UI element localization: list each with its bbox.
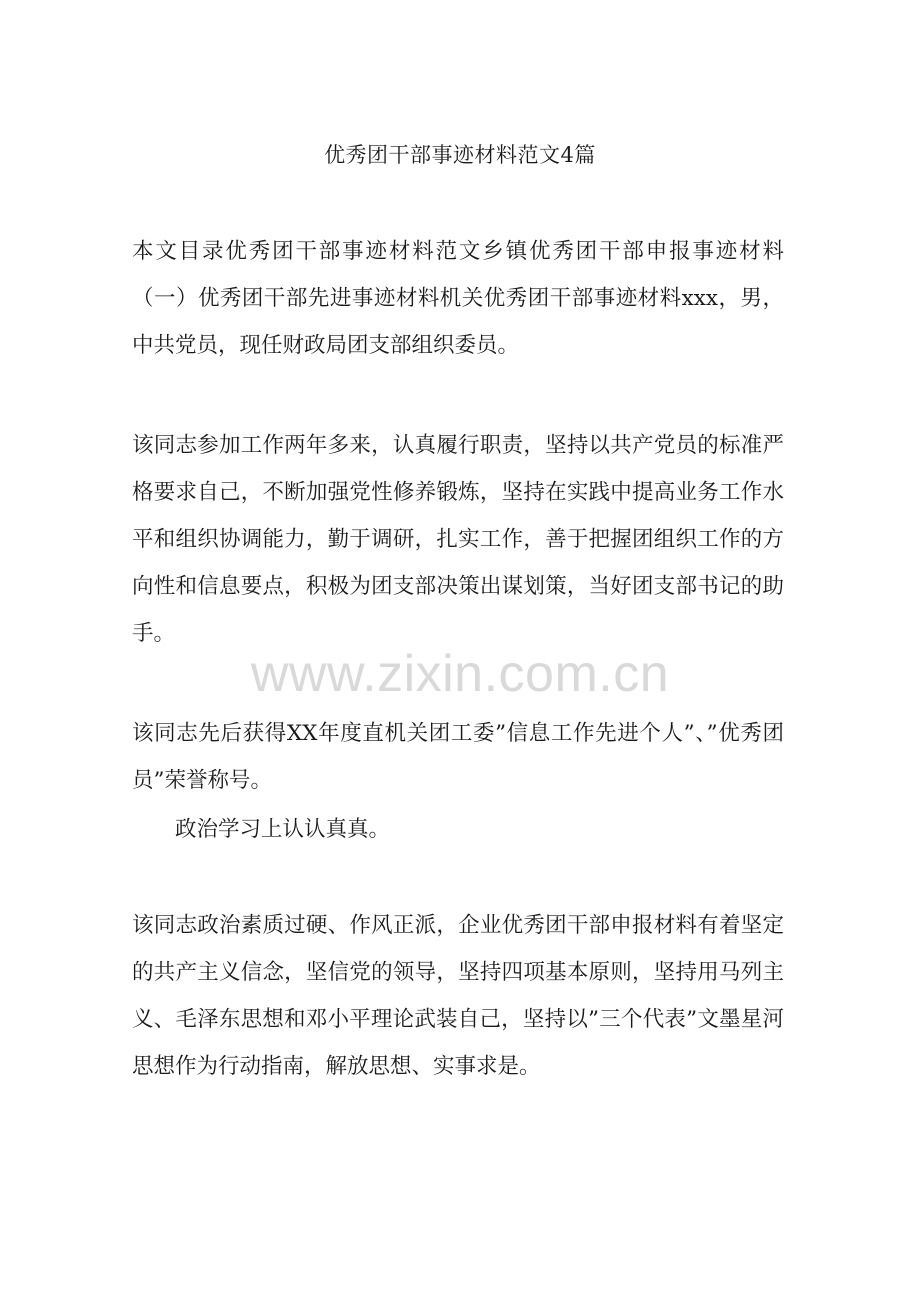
document-title: 优秀团干部事迹材料范文4篇 bbox=[324, 143, 596, 167]
paragraph-political-quality: 该同志政治素质过硬、作风正派，企业优秀团干部申报材料有着坚定的共产主义信念，坚信党的领导，坚持四项基本原则，坚持用马列主义、毛泽东思想和邓小平理论武装自己，坚持以”三个代表”文墨星河思想作为行动指南，解放思想、实事求是。 bbox=[132, 913, 784, 1079]
paragraph-political-study: 政治学习上认认真真。 bbox=[175, 817, 391, 842]
paragraph-intro: 本文目录优秀团干部事迹材料范文乡镇优秀团干部申报事迹材料（一）优秀团干部先进事迹材料机关优秀团干部事迹材料xxx，男，中共党员，现任财政局团支部组织委员。 bbox=[132, 239, 784, 358]
watermark-text: www.zixin.com.cn bbox=[250, 645, 670, 703]
paragraph-duties: 该同志参加工作两年多来，认真履行职责，坚持以共产党员的标准严格要求自己，不断加强党性修养锻炼，坚持在实践中提高业务工作水平和组织协调能力，勤于调研，扎实工作，善于把握团组织工作的方向性和信息要点，积极为团支部决策出谋划策，当好团支部书记的助手。 bbox=[132, 433, 784, 646]
paragraph-honors: 该同志先后获得XX年度直机关团工委”信息工作先进个人”、”优秀团员”荣誉称号。 bbox=[132, 721, 784, 793]
